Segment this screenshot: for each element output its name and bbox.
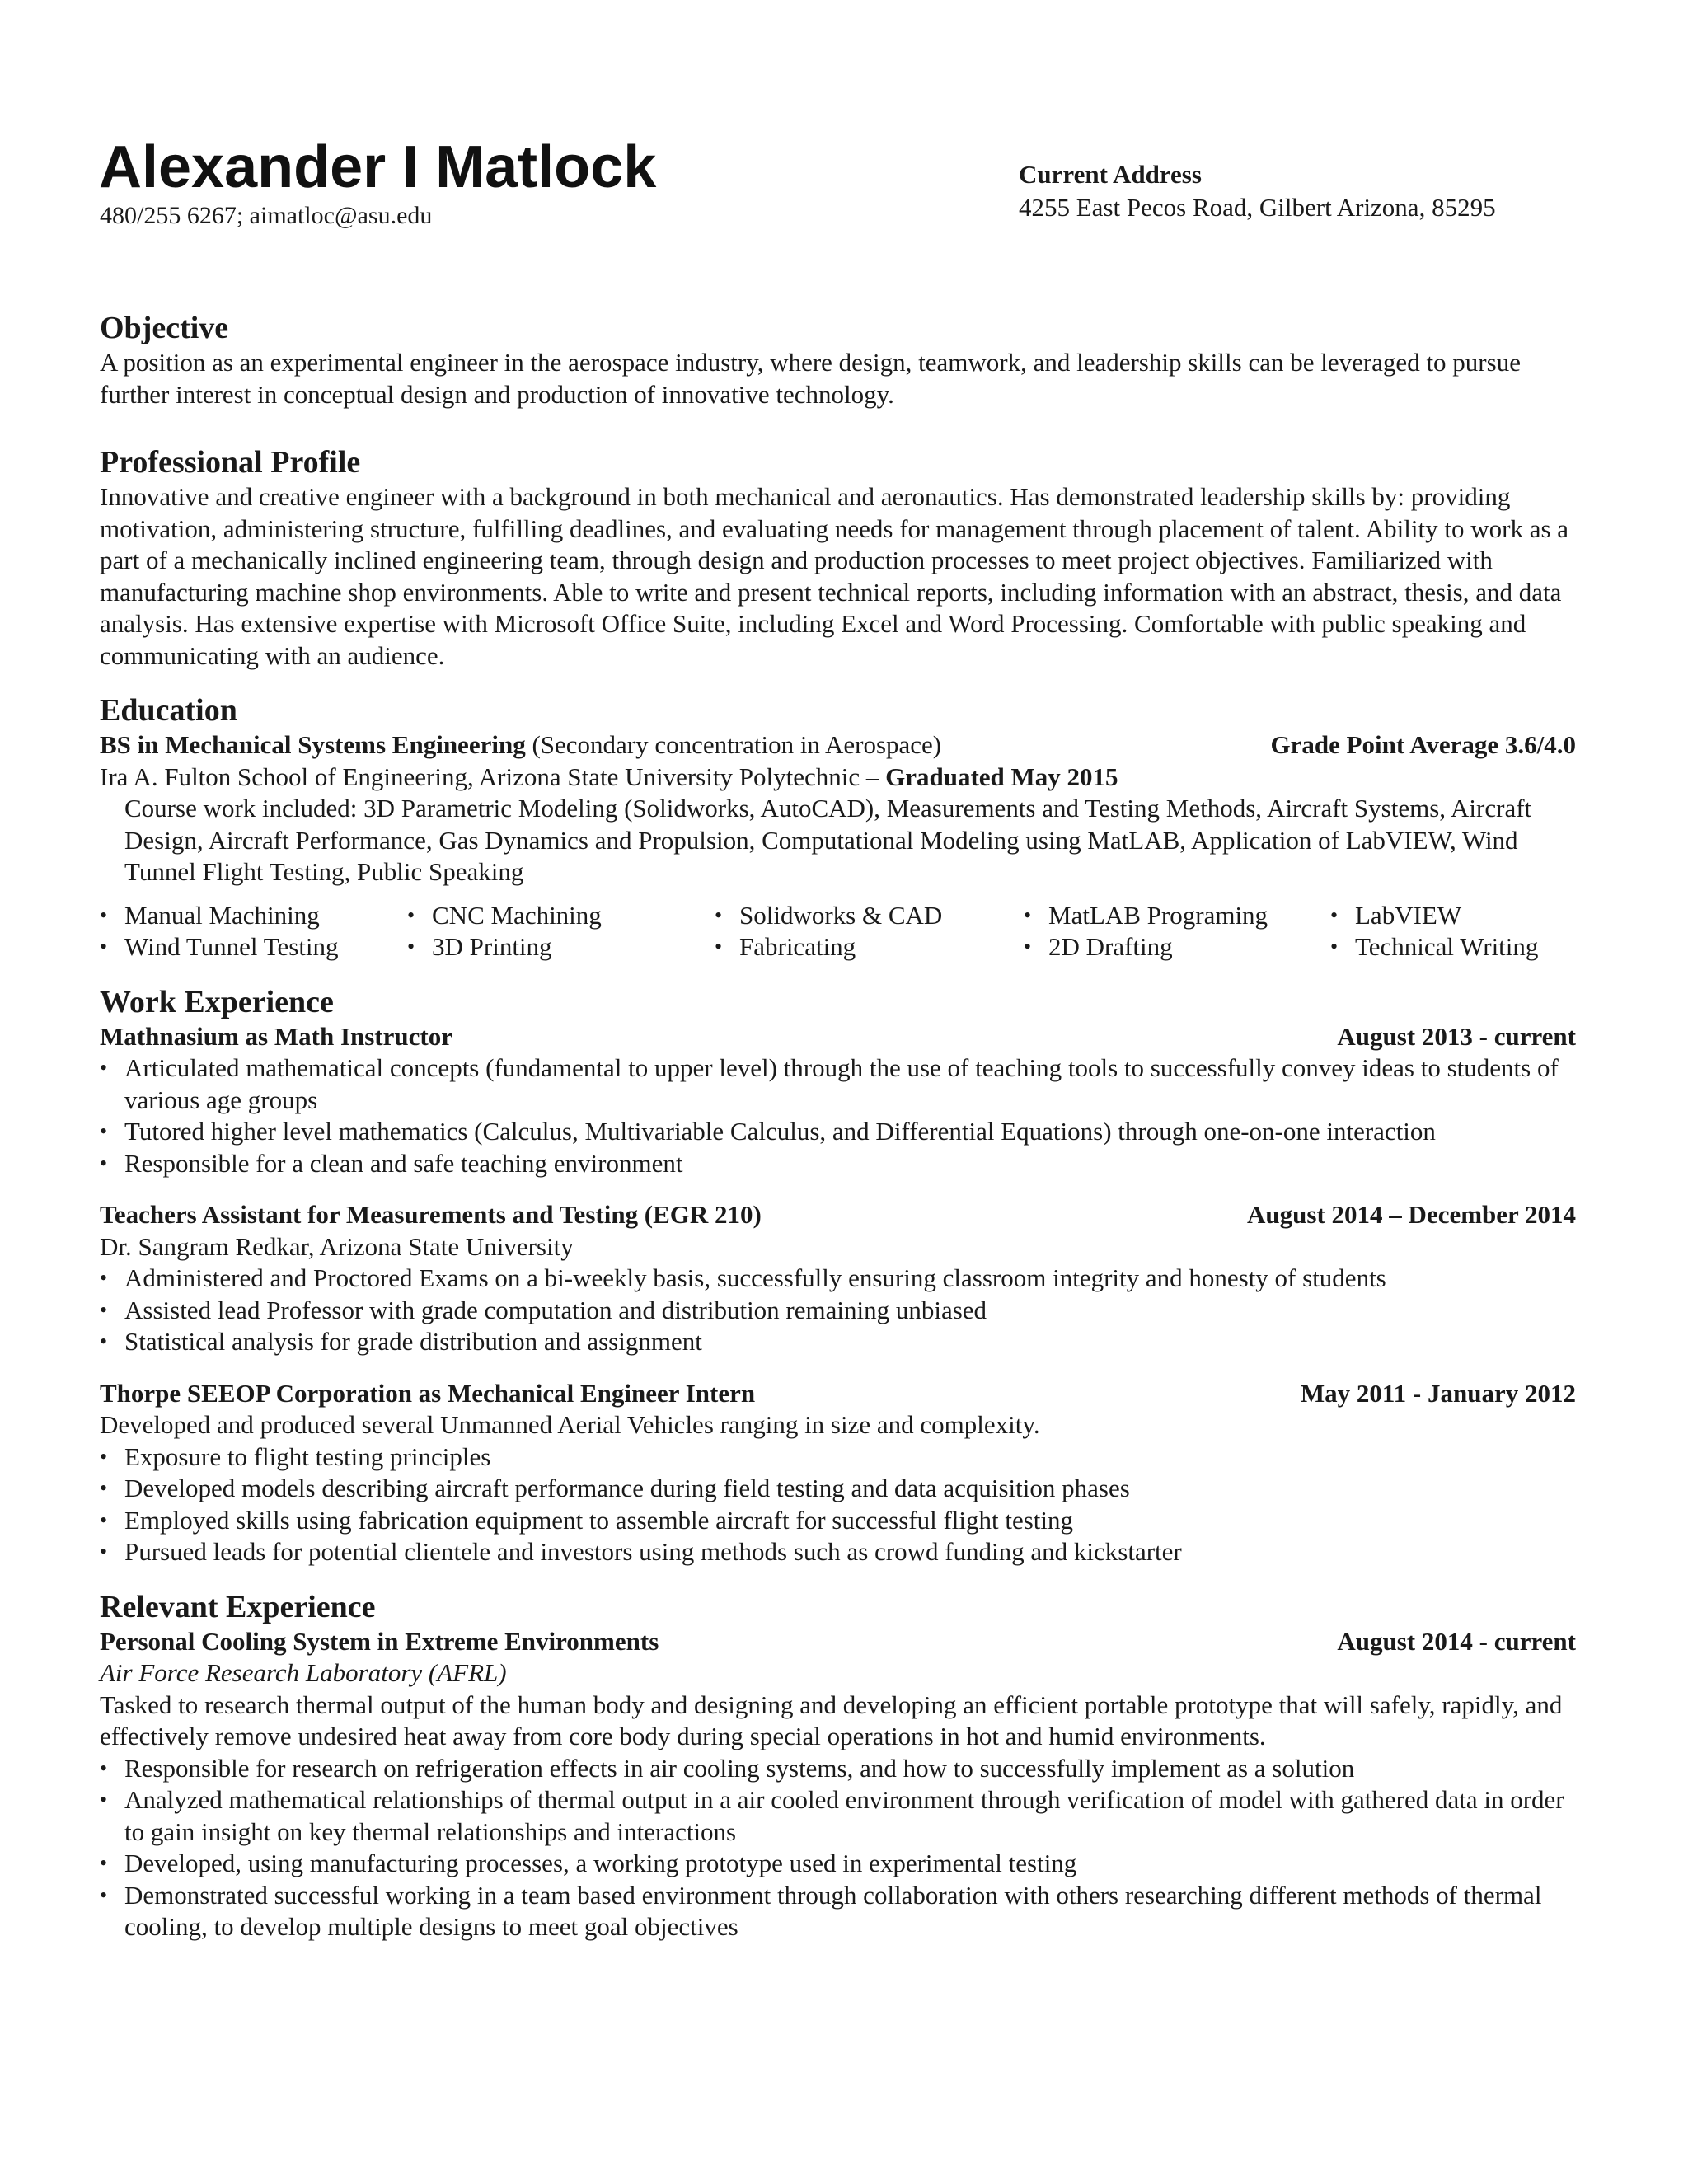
project-summary: Tasked to research thermal output of the human body and designing and developing an efficient portable prototype that will safely, rapidly, and effectively remove undesired heat away from core body during special operations in hot and humid environments. <box>100 1690 1563 1750</box>
objective-heading: Objective <box>100 311 229 345</box>
job-header <box>100 1021 1576 1053</box>
job-bullets <box>100 1441 1576 1568</box>
skill-item: • MatLAB Programing <box>1024 900 1330 932</box>
skill-item: • Technical Writing <box>1330 931 1578 963</box>
resume-body <box>100 309 1576 1943</box>
contact-info: 480/255 6267; aimatloc@asu.edu <box>100 202 433 229</box>
bullet-item: • Demonstrated successful working in a team based environment through collaboration with others researching different methods of thermal cooling, to develop multiple designs to meet goal objectives <box>100 1880 1576 1943</box>
profile-section <box>100 443 1576 672</box>
objective-text: A position as an experimental engineer in the aerospace industry, where design, teamwork, and leadership skills can be leveraged to pursue further interest in conceptual design and production of innovative technology. <box>100 348 1521 409</box>
address-label: Current Address <box>1019 160 1202 189</box>
project-header <box>100 1626 1576 1658</box>
relevant-section <box>100 1588 1576 1943</box>
skill-item: • Fabricating <box>715 931 1024 963</box>
job-dates: August 2014 – December 2014 <box>1247 1200 1576 1229</box>
school-line <box>100 762 1576 794</box>
profile-text: Innovative and creative engineer with a background in both mechanical and aeronautics. Has demonstrated leadership skills by: providing motivation, administering structure, fulfilling deadlines, and evaluating needs for management through placement of talent. Ability to work as a part of a mechanically inclined engineering team, through design and production processes to meet project objectives. Familiarized with manufacturing machine shop environments. Able to write and present technical reports, including information with an abstract, thesis, and data analysis. Has extensive expertise with Microsoft Office Suite, including Excel and Word Processing. Comfortable with public speaking and communicating with an audience. <box>100 482 1569 670</box>
job-entry <box>100 1378 1576 1568</box>
job-title: Teachers Assistant for Measurements and Testing (EGR 210) <box>100 1200 762 1229</box>
job-header <box>100 1378 1576 1410</box>
address-block <box>1019 158 1496 224</box>
skill-item: • 2D Drafting <box>1024 931 1330 963</box>
bullet-item: • Responsible for a clean and safe teaching environment <box>100 1148 1576 1180</box>
candidate-name: Alexander I Matlock <box>99 134 657 200</box>
profile-heading: Professional Profile <box>100 445 361 480</box>
bullet-item: • Analyzed mathematical relationships of thermal output in a air cooled environment through verification of model with gathered data in order to gain insight on key thermal relationships and interactions <box>100 1784 1576 1848</box>
bullet-item: • Responsible for research on refrigeration effects in air cooling systems, and how to successfully implement as a solution <box>100 1753 1576 1785</box>
education-heading: Education <box>100 693 237 728</box>
skill-item: • Wind Tunnel Testing <box>100 931 407 963</box>
job-header <box>100 1199 1576 1231</box>
graduation-date: Graduated May 2015 <box>885 762 1118 791</box>
skill-item: • LabVIEW <box>1330 900 1578 932</box>
project-bullets <box>100 1753 1576 1943</box>
education-section <box>100 691 1576 963</box>
job-entry <box>100 1021 1576 1180</box>
project-dates: August 2014 - current <box>1337 1626 1576 1656</box>
degree-concentration: (Secondary concentration in Aerospace) <box>525 730 942 759</box>
relevant-heading: Relevant Experience <box>100 1589 376 1624</box>
job-title: Thorpe SEEOP Corporation as Mechanical Engineer Intern <box>100 1378 756 1408</box>
bullet-item: • Developed, using manufacturing processes, a working prototype used in experimental testing <box>100 1848 1576 1880</box>
job-subtitle: Developed and produced several Unmanned Aerial Vehicles ranging in size and complexity. <box>100 1410 1040 1439</box>
bullet-item: • Assisted lead Professor with grade computation and distribution remaining unbiased <box>100 1295 1576 1327</box>
objective-section <box>100 309 1576 410</box>
address-text: 4255 East Pecos Road, Gilbert Arizona, 85295 <box>1019 193 1496 222</box>
work-heading: Work Experience <box>100 984 334 1019</box>
job-bullets <box>100 1052 1576 1179</box>
degree-row <box>100 729 1576 762</box>
bullet-item: • Articulated mathematical concepts (fundamental to upper level) through the use of teaching tools to successfully convey ideas to students of various age groups <box>100 1052 1576 1116</box>
skill-item: • Solidworks & CAD <box>715 900 1024 932</box>
skills-grid <box>100 900 1576 963</box>
bullet-item: • Developed models describing aircraft performance during field testing and data acquisition phases <box>100 1473 1576 1505</box>
bullet-item: • Statistical analysis for grade distribution and assignment <box>100 1326 1576 1358</box>
bullet-item: • Pursued leads for potential clientele and investors using methods such as crowd funding and kickstarter <box>100 1536 1576 1568</box>
degree-name: BS in Mechanical Systems Engineering <box>100 730 526 759</box>
job-entry <box>100 1199 1576 1358</box>
degree-line <box>100 729 941 762</box>
work-section <box>100 983 1576 1568</box>
bullet-item: • Administered and Proctored Exams on a bi-weekly basis, successfully ensuring classroom integrity and honesty of students <box>100 1263 1576 1295</box>
skill-item: • CNC Machining <box>407 900 715 932</box>
bullet-item: • Employed skills using fabrication equipment to assemble aircraft for successful flight testing <box>100 1505 1576 1537</box>
job-dates: May 2011 - January 2012 <box>1300 1378 1576 1408</box>
job-subtitle: Dr. Sangram Redkar, Arizona State University <box>100 1231 574 1261</box>
gpa: Grade Point Average 3.6/4.0 <box>1270 730 1576 759</box>
job-title: Mathnasium as Math Instructor <box>100 1021 452 1051</box>
project-org: Air Force Research Laboratory (AFRL) <box>100 1658 507 1687</box>
bullet-item: • Exposure to flight testing principles <box>100 1441 1576 1474</box>
project-title: Personal Cooling System in Extreme Environments <box>100 1626 659 1656</box>
job-bullets <box>100 1263 1576 1358</box>
bullet-item: • Tutored higher level mathematics (Calculus, Multivariable Calculus, and Differential Equations) through one-on-one interaction <box>100 1116 1576 1148</box>
job-dates: August 2013 - current <box>1337 1021 1576 1051</box>
school-name: Ira A. Fulton School of Engineering, Arizona State University Polytechnic – <box>100 762 886 791</box>
skill-item: • 3D Printing <box>407 931 715 963</box>
skill-item: • Manual Machining <box>100 900 407 932</box>
coursework: Course work included: 3D Parametric Modeling (Solidworks, AutoCAD), Measurements and Testing Methods, Aircraft Systems, Aircraft Design, Aircraft Performance, Gas Dynamics and Propulsion, Computational Modeling using MatLAB, Application of LabVIEW, Wind Tunnel Flight Testing, Public Speaking <box>124 794 1532 886</box>
